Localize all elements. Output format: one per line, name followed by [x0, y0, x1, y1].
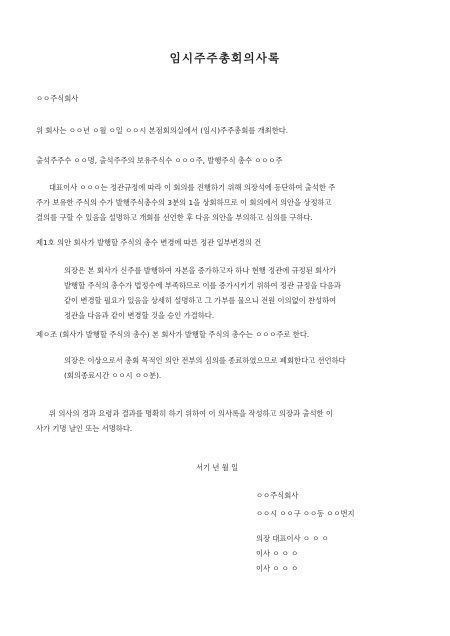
agenda-item-1: 제1호 의안 회사가 발행할 주식의 총수 변경에 따른 정관 일부변경의 건: [36, 238, 262, 247]
opening-line-3: 결의를 구할 수 있음을 설명하고 개회를 선언한 후 다음 의안을 부의하고 심의를 구하다.: [36, 213, 313, 222]
meeting-intro: 위 회사는 ㅇㅇ년 ㅇ월 ㅇ일 ㅇㅇ시 본점회의실에서 (임시)주주총회를 개최한다.: [36, 126, 289, 135]
article-amendment: 제ㅇ조 (회사가 발행할 주식의 총수) 본 회사가 발행할 주식의 총수는 ㅇㅇㅇ주로 한다.: [36, 330, 310, 339]
signature-director-1: 이사 ㅇ ㅇ ㅇ: [256, 549, 299, 558]
company-name: ㅇㅇ주식회사: [36, 94, 79, 103]
document-title: 임시주주총회의사록: [169, 51, 281, 65]
agenda-body-line-3: 같이 변경할 필요가 있음을 상세히 설명하고 그 가부를 물으니 전원 이의없이 찬성하여: [64, 296, 337, 305]
attendance-line: 출석주주수 ㅇㅇ명, 출석주주의 보유주식수 ㅇㅇㅇ주, 발행주식 총수 ㅇㅇㅇ주: [36, 156, 283, 165]
opening-line-2: 주가 보유한 주식의 수가 발행주식총수의 3분의 1을 상회하므로 이 회의에서 의안을 상정하고: [36, 198, 332, 207]
signature-director-2: 이사 ㅇ ㅇ ㅇ: [256, 564, 299, 573]
agenda-body-line-2: 발행할 주식의 총수가 법정수에 부족하므로 이를 증가시키기 위하여 정관 규정을 다음과: [64, 281, 341, 290]
closing-line-2: (회의종료시간 ㅇㅇ시 ㅇㅇ분).: [64, 371, 162, 380]
agenda-body-line-4: 정관을 다음과 같이 변경할 것을 승인 가결하다.: [64, 311, 215, 320]
record-line-1: 위 의사의 경과 요령과 결과를 명확히 하기 위하여 이 의사록을 작성하고 의장과 출석한 이: [49, 409, 333, 418]
signing-date: 서기 년 월 일: [196, 463, 239, 472]
signature-chair: 의장 대표이사 ㅇ ㅇ ㅇ: [256, 534, 329, 543]
closing-line-1: 의장은 이상으로서 총회 목적인 의안 전부의 심의를 종료하였으므로 폐회한다고 선언하다: [64, 356, 346, 365]
agenda-body-line-1: 의장은 본 회사가 신주를 발행하여 자본을 증가하고자 하나 현행 정관에 규정된 회사가: [64, 266, 337, 275]
signature-address: ㅇㅇ시 ㅇㅇ구 ㅇㅇ동 ㅇㅇ번지: [256, 509, 355, 518]
record-line-2: 사가 기명 날인 또는 서명하다.: [36, 424, 133, 433]
opening-line-1: 대표이사 ㅇㅇㅇ는 정관규정에 따라 이 회의를 진행하기 위해 의장석에 등단하여 출석한 주: [49, 183, 336, 192]
signature-company: ㅇㅇ주식회사: [256, 491, 299, 500]
